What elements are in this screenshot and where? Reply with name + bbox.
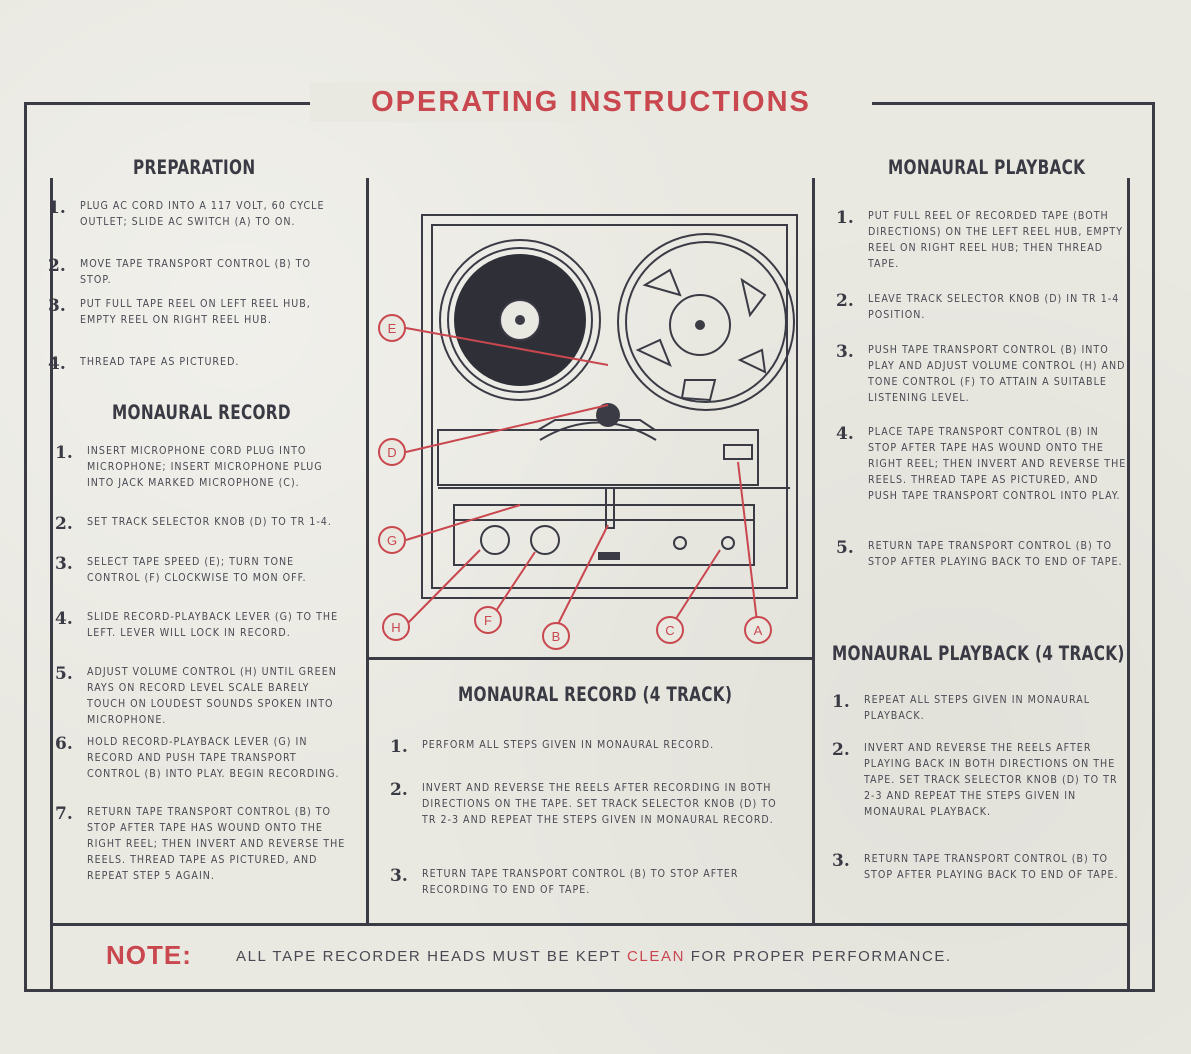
- step-number: 5.: [836, 538, 854, 558]
- play4-step-2: [832, 740, 1124, 820]
- step-text: INVERT AND REVERSE THE REELS AFTER PLAYING BACK IN BOTH DIRECTIONS ON THE TAPE. SET TRACK SELECTOR KNOB (D) TO TR 2-3 AND REPEAT THE STEPS GIVEN IN MONAURAL PLAYBACK.: [864, 742, 1118, 818]
- step-text: THREAD TAPE AS PICTURED.: [80, 356, 240, 368]
- step-text: RETURN TAPE TRANSPORT CONTROL (B) TO STOP AFTER PLAYING BACK TO END OF TAPE.: [864, 853, 1119, 881]
- note-box-right: [1127, 923, 1130, 991]
- monaural-record-heading: MONAURAL RECORD: [112, 401, 291, 425]
- step-number: 1.: [390, 737, 408, 757]
- note-label: NOTE:: [106, 940, 192, 970]
- step-text: HOLD RECORD-PLAYBACK LEVER (G) IN RECORD AND PUSH TAPE TRANSPORT CONTROL (B) INTO PLAY. BEGIN RECORDING.: [87, 736, 340, 780]
- label-g: G: [386, 533, 398, 548]
- step-number: 3.: [390, 866, 408, 886]
- note-after: FOR PROPER PERFORMANCE.: [690, 948, 952, 965]
- rec-step-7: [55, 804, 347, 884]
- step-text: SLIDE RECORD-PLAYBACK LEVER (G) TO THE LEFT. LEVER WILL LOCK IN RECORD.: [87, 611, 339, 639]
- step-number: 2.: [832, 740, 850, 760]
- step-text: PUT FULL REEL OF RECORDED TAPE (BOTH DIRECTIONS) ON THE LEFT REEL HUB, EMPTY REEL ON RIGHT REEL HUB; THEN THREAD TAPE.: [868, 210, 1124, 270]
- prep-step-2: [48, 256, 344, 288]
- step-text: LEAVE TRACK SELECTOR KNOB (D) IN TR 1-4 POSITION.: [868, 293, 1120, 321]
- step-number: 5.: [55, 664, 73, 684]
- label-e: E: [387, 321, 397, 336]
- monaural-playback-heading: MONAURAL PLAYBACK: [888, 156, 1086, 180]
- page-title: OPERATING INSTRUCTIONS: [310, 82, 872, 122]
- rec-step-5: [55, 664, 347, 728]
- tape-recorder-diagram: [370, 200, 810, 655]
- divider-diagram-bottom: [366, 657, 815, 660]
- monaural-record-4-heading: MONAURAL RECORD (4 TRACK): [458, 683, 733, 707]
- step-text: PUSH TAPE TRANSPORT CONTROL (B) INTO PLAY AND ADJUST VOLUME CONTROL (H) AND TONE CONTROL (F) TO ATTAIN A SUITABLE LISTENING LEVEL.: [868, 344, 1126, 404]
- rec-step-1: [55, 443, 347, 491]
- monaural-playback-4-heading: MONAURAL PLAYBACK (4 TRACK): [832, 642, 1125, 666]
- rec4-step-2: [390, 780, 795, 828]
- step-number: 4.: [48, 354, 66, 374]
- step-number: 1.: [836, 208, 854, 228]
- frame-bottom: [24, 989, 1155, 992]
- play4-step-1: [832, 692, 1124, 724]
- step-text: PERFORM ALL STEPS GIVEN IN MONAURAL RECORD.: [422, 739, 715, 751]
- preparation-heading: PREPARATION: [133, 156, 256, 180]
- step-text: SET TRACK SELECTOR KNOB (D) TO TR 1-4.: [87, 516, 332, 528]
- step-number: 1.: [55, 443, 73, 463]
- step-number: 3.: [48, 296, 66, 316]
- divider-left-column: [366, 178, 369, 923]
- rec-step-2: [55, 514, 347, 534]
- step-text: RETURN TAPE TRANSPORT CONTROL (B) TO STOP AFTER PLAYING BACK TO END OF TAPE.: [868, 540, 1123, 568]
- step-number: 1.: [832, 692, 850, 712]
- prep-step-1: [48, 198, 344, 230]
- label-d: D: [387, 445, 397, 460]
- note-text: [236, 948, 952, 965]
- label-h: H: [391, 620, 401, 635]
- label-f: F: [484, 613, 492, 628]
- step-text: PLUG AC CORD INTO A 117 VOLT, 60 CYCLE OUTLET; SLIDE AC SWITCH (A) TO ON.: [80, 200, 325, 228]
- step-text: INSERT MICROPHONE CORD PLUG INTO MICROPHONE; INSERT MICROPHONE PLUG INTO JACK MARKED MICROPHONE (C).: [87, 445, 323, 489]
- prep-step-3: [48, 296, 344, 328]
- step-text: RETURN TAPE TRANSPORT CONTROL (B) TO STOP AFTER RECORDING TO END OF TAPE.: [422, 868, 739, 896]
- step-text: REPEAT ALL STEPS GIVEN IN MONAURAL PLAYBACK.: [864, 694, 1091, 722]
- rec-step-3: [55, 554, 347, 586]
- play-step-5: [836, 538, 1128, 570]
- rec4-step-1: [390, 737, 795, 757]
- step-number: 3.: [55, 554, 73, 574]
- play4-step-3: [832, 851, 1124, 883]
- step-number: 3.: [836, 342, 854, 362]
- prep-step-4: [48, 354, 344, 374]
- step-number: 7.: [55, 804, 73, 824]
- rec-step-4: [55, 609, 347, 641]
- step-number: 2.: [836, 291, 854, 311]
- step-number: 3.: [832, 851, 850, 871]
- step-number: 4.: [55, 609, 73, 629]
- step-number: 2.: [48, 256, 66, 276]
- label-a: A: [753, 623, 763, 638]
- step-number: 1.: [48, 198, 66, 218]
- play-step-1: [836, 208, 1128, 272]
- play-step-2: [836, 291, 1128, 323]
- step-text: ADJUST VOLUME CONTROL (H) UNTIL GREEN RAYS ON RECORD LEVEL SCALE BARELY TOUCH ON LOUDEST SOUNDS SPOKEN INTO MICROPHONE.: [87, 666, 337, 726]
- frame-right: [1152, 102, 1155, 992]
- label-b: B: [551, 629, 561, 644]
- rec4-step-3: [390, 866, 795, 898]
- play-step-3: [836, 342, 1128, 406]
- step-text: RETURN TAPE TRANSPORT CONTROL (B) TO STOP AFTER TAPE HAS WOUND ONTO THE RIGHT REEL; THEN INVERT AND REVERSE THE REELS. THREAD TAPE AS PICTURED, AND REPEAT STEP 5 AGAIN.: [87, 806, 346, 882]
- divider-right-column: [812, 178, 815, 923]
- step-number: 6.: [55, 734, 73, 754]
- step-text: INVERT AND REVERSE THE REELS AFTER RECORDING IN BOTH DIRECTIONS ON THE TAPE. SET TRACK SELECTOR KNOB (D) TO TR 2-3 AND REPEAT THE STEPS GIVEN IN MONAURAL RECORD.: [422, 782, 777, 826]
- note-before: ALL TAPE RECORDER HEADS MUST BE KEPT: [236, 948, 622, 965]
- step-text: SELECT TAPE SPEED (E); TURN TONE CONTROL (F) CLOCKWISE TO MON OFF.: [87, 556, 307, 584]
- rec-step-6: [55, 734, 347, 782]
- col-left-box: [50, 178, 53, 925]
- step-number: 4.: [836, 424, 854, 444]
- step-text: PUT FULL TAPE REEL ON LEFT REEL HUB, EMPTY REEL ON RIGHT REEL HUB.: [80, 298, 311, 326]
- play-step-4: [836, 424, 1128, 504]
- label-c: C: [665, 623, 675, 638]
- note-box-left: [50, 923, 53, 991]
- note-box-top: [50, 923, 1130, 926]
- step-number: 2.: [55, 514, 73, 534]
- note-highlight: CLEAN: [626, 948, 686, 965]
- step-number: 2.: [390, 780, 408, 800]
- frame-left: [24, 102, 27, 992]
- step-text: MOVE TAPE TRANSPORT CONTROL (B) TO STOP.: [80, 258, 311, 286]
- step-text: PLACE TAPE TRANSPORT CONTROL (B) IN STOP AFTER TAPE HAS WOUND ONTO THE RIGHT REEL; THEN INVERT AND REVERSE THE REELS. THREAD TAPE AS PICTURED, AND PUSH TAPE TRANSPORT CONTROL INTO PLAY.: [868, 426, 1127, 502]
